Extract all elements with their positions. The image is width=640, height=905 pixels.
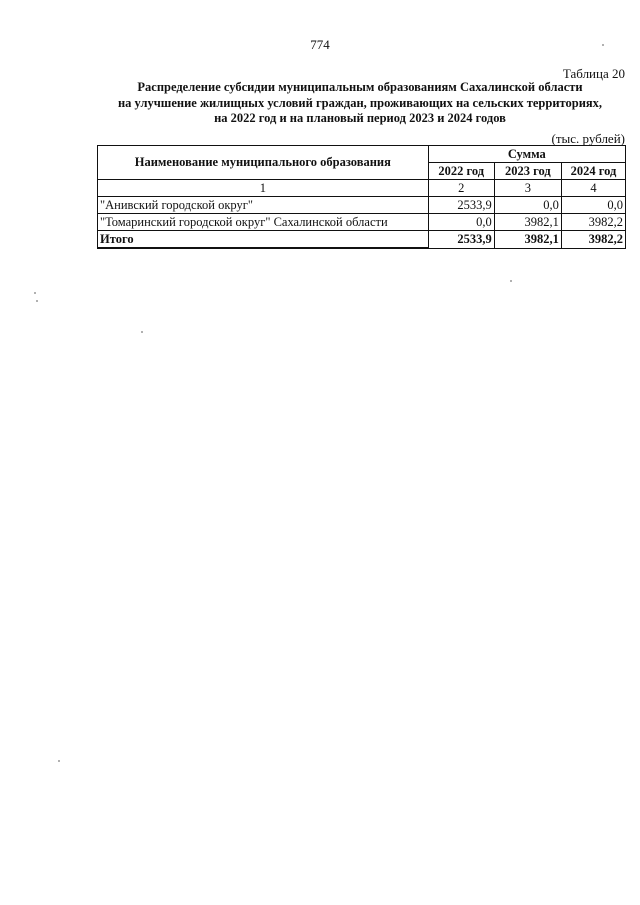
column-number: 1	[98, 180, 429, 197]
table-row	[98, 197, 626, 214]
header-sum-cell: Сумма	[428, 146, 625, 163]
municipality-name: "Анивский городской округ"	[98, 197, 429, 214]
page-number: 774	[310, 37, 330, 52]
value-2024: 0,0	[561, 197, 625, 214]
municipality-name: "Томаринский городской округ" Сахалинской области	[98, 214, 429, 231]
table-row	[98, 214, 626, 231]
scan-speck	[36, 300, 38, 302]
header-year-2024: 2024 год	[561, 163, 625, 180]
table-number-label: Таблица 20	[562, 66, 625, 81]
total-label: Итого	[98, 231, 429, 249]
value-2023: 0,0	[494, 197, 561, 214]
total-2024: 3982,2	[561, 231, 625, 249]
column-number: 4	[561, 180, 625, 197]
value-2023: 3982,1	[494, 214, 561, 231]
total-2022: 2533,9	[428, 231, 494, 249]
scan-speck	[141, 331, 143, 333]
document-title	[95, 80, 625, 127]
header-name-cell: Наименование муниципального образования	[98, 146, 429, 180]
column-number: 2	[428, 180, 494, 197]
value-2024: 3982,2	[561, 214, 625, 231]
value-2022: 0,0	[428, 214, 494, 231]
scan-speck	[58, 760, 60, 762]
scan-speck	[602, 44, 604, 46]
header-year-2023: 2023 год	[494, 163, 561, 180]
units-label: (тыс. рублей)	[551, 131, 625, 146]
scan-speck	[34, 292, 36, 294]
subsidy-table	[97, 145, 626, 249]
header-year-2022: 2022 год	[428, 163, 494, 180]
table-header-row	[98, 146, 626, 163]
title-line: на 2022 год и на плановый период 2023 и 2024 годов	[214, 111, 506, 125]
total-row	[98, 231, 626, 249]
title-line: Распределение субсидии муниципальным образованиям Сахалинской области	[137, 80, 583, 94]
total-2023: 3982,1	[494, 231, 561, 249]
title-line: на улучшение жилищных условий граждан, проживающих на сельских территориях,	[117, 95, 603, 110]
scan-speck	[510, 280, 512, 282]
value-2022: 2533,9	[428, 197, 494, 214]
column-number-row	[98, 180, 626, 197]
column-number: 3	[494, 180, 561, 197]
